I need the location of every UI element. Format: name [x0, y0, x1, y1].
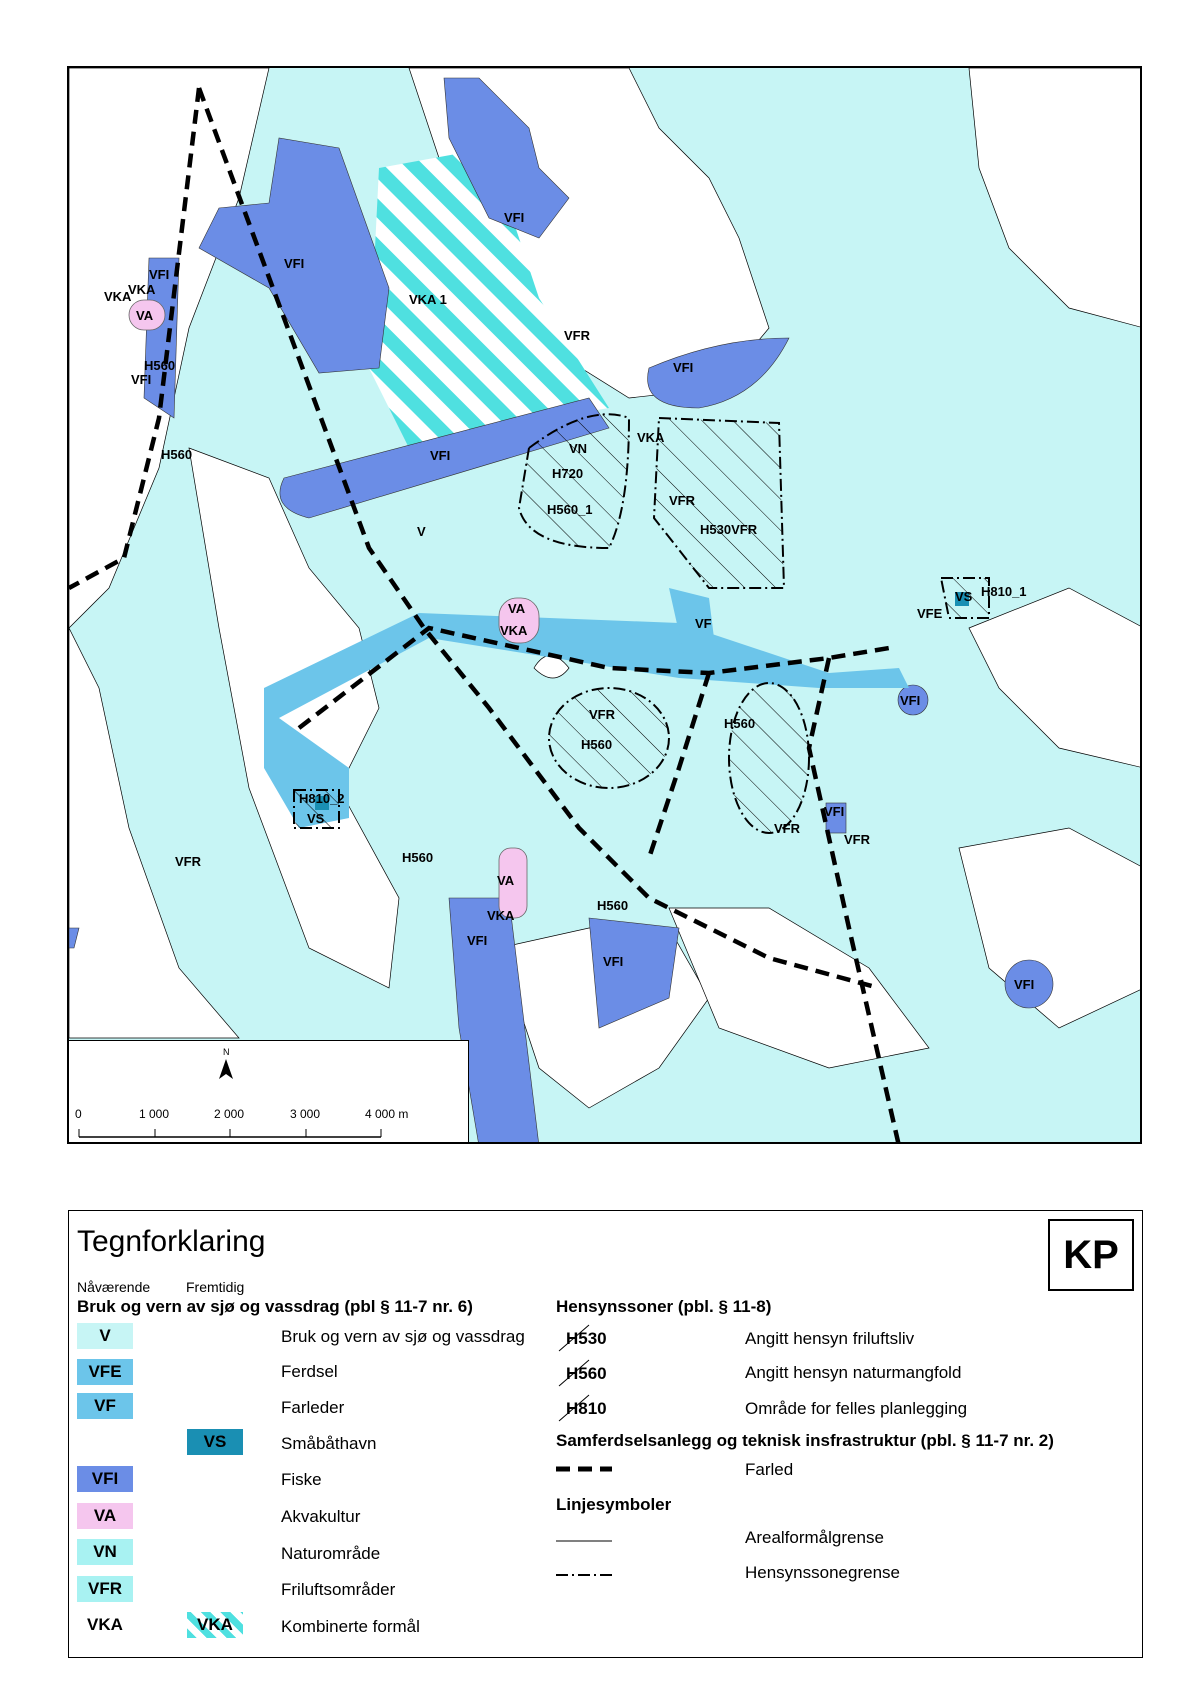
map-label: VKA 1 [409, 292, 447, 307]
map-label: H560 [581, 737, 613, 752]
map-label: VKA [637, 430, 665, 445]
map-label: H560 [402, 850, 434, 865]
legend-label-hensynssone: Hensynssonegrense [745, 1563, 900, 1582]
legend-h810: H810 [566, 1399, 607, 1418]
legend-label-vfi: Fiske [281, 1470, 322, 1489]
map-label: VFR [589, 707, 615, 722]
legend-swatch-v: V [77, 1323, 133, 1349]
map-label: VFR [564, 328, 590, 343]
map-label: H560 [597, 898, 629, 913]
map-label: VKA [128, 282, 156, 297]
map-label: VFR [774, 821, 800, 836]
map-label: VFI [673, 360, 694, 375]
map-label: VS [307, 811, 325, 826]
map-label: VF [695, 616, 712, 631]
legend-label-h530: Angitt hensyn friluftsliv [745, 1329, 915, 1348]
legend-swatch-va: VA [77, 1503, 133, 1529]
legend-section-sea: Bruk og vern av sjø og vassdrag (pbl § 11-7 nr. 6) [77, 1297, 473, 1316]
map-label: VFI [467, 933, 488, 948]
map-label: VFI [900, 693, 921, 708]
legend-swatch-vn: VN [77, 1539, 133, 1565]
map-label: VN [569, 441, 588, 456]
map-label: VA [136, 308, 154, 323]
map-label: H560 [724, 716, 756, 731]
farled-legend-line [556, 1464, 616, 1474]
legend-label-vn: Naturområde [281, 1544, 381, 1563]
legend-swatch-vfr: VFR [77, 1576, 133, 1602]
legend-label-arealformal: Arealformålgrense [745, 1528, 884, 1547]
legend-h530: H530 [566, 1329, 607, 1348]
kp-badge: KP [1048, 1219, 1134, 1291]
map-label: VFR [175, 854, 201, 869]
map-label: V [417, 524, 426, 539]
map-frame[interactable] [67, 66, 1142, 1144]
legend-label-vf: Farleder [281, 1398, 345, 1417]
legend-label-h560: Angitt hensyn naturmangfold [745, 1363, 962, 1382]
map-label: H560 [161, 447, 193, 462]
hensynssone-legend-line [556, 1570, 616, 1580]
map-label: VKA [104, 289, 132, 304]
legend-label-v: Bruk og vern av sjø og vassdrag [281, 1327, 525, 1346]
legend-swatch-vfe: VFE [77, 1359, 133, 1385]
legend-label-vka: Kombinerte formål [281, 1617, 420, 1636]
map-label: VFI [284, 256, 305, 271]
map-label: VFR [844, 832, 870, 847]
legend-section-linjer: Linjesymboler [556, 1495, 672, 1514]
legend-swatch-vka-future: VKA [187, 1612, 243, 1638]
map-label: VFI [824, 804, 845, 819]
legend-box [68, 1210, 1143, 1658]
scale-tick-label: 1 000 [139, 1107, 170, 1121]
h560-e-zone [729, 683, 809, 833]
map-label: VFI [131, 372, 152, 387]
legend-swatch-vfi: VFI [77, 1466, 133, 1492]
legend-label-h810: Område for felles planlegging [745, 1399, 968, 1418]
map-label: VKA [487, 908, 515, 923]
legend-section-samferdsel: Samferdselsanlegg og teknisk insfrastruktur (pbl. § 11-7 nr. 2) [556, 1431, 1054, 1450]
north-letter: N [223, 1047, 230, 1057]
legend-swatch-vf: VF [77, 1393, 133, 1419]
map-label: VKA [500, 623, 528, 638]
map-label: VFI [149, 267, 170, 282]
scale-tick-label: 0 [75, 1107, 82, 1121]
legend-col-future: Fremtidig [186, 1279, 245, 1295]
legend-swatch-vs: VS [187, 1429, 243, 1455]
map-label: H810_1 [981, 584, 1027, 599]
map-label: H530VFR [700, 522, 758, 537]
map-label: VA [497, 873, 515, 888]
map-label: H560 [144, 358, 176, 373]
north-arrow-icon [219, 1059, 233, 1079]
map-canvas[interactable] [69, 68, 1142, 1144]
legend-label-vfr: Friluftsområder [281, 1580, 396, 1599]
legend-label-va: Akvakultur [281, 1507, 361, 1526]
scale-tick-label: 4 000 m [365, 1107, 409, 1121]
legend-label-farled: Farled [745, 1460, 794, 1479]
scale-tick-label: 2 000 [214, 1107, 245, 1121]
map-label: VFI [430, 448, 451, 463]
legend-label-vfe: Ferdsel [281, 1362, 338, 1381]
map-label: VFI [603, 954, 624, 969]
arealformal-legend-line [556, 1536, 616, 1546]
legend-label-vs: Småbåthavn [281, 1434, 377, 1453]
scale-tick-label: 3 000 [290, 1107, 321, 1121]
map-label: VFE [917, 606, 943, 621]
map-label: VS [955, 589, 973, 604]
legend-h560: H560 [566, 1364, 607, 1383]
legend-section-hensyn: Hensynssoner (pbl. § 11-8) [556, 1297, 772, 1316]
map-label: H810_2 [299, 791, 345, 806]
legend-title: Tegnforklaring [77, 1225, 266, 1258]
map-label: VFI [1014, 977, 1035, 992]
scale-bar-box [69, 1040, 469, 1144]
map-label: VA [508, 601, 526, 616]
map-label: H560_1 [547, 502, 593, 517]
legend-col-current: Nåværende [77, 1279, 151, 1295]
legend-swatch-vka: VKA [77, 1612, 133, 1638]
scale-graphics [69, 1041, 469, 1144]
map-label: VFR [669, 493, 695, 508]
map-label: VFI [504, 210, 525, 225]
map-label: H720 [552, 466, 584, 481]
